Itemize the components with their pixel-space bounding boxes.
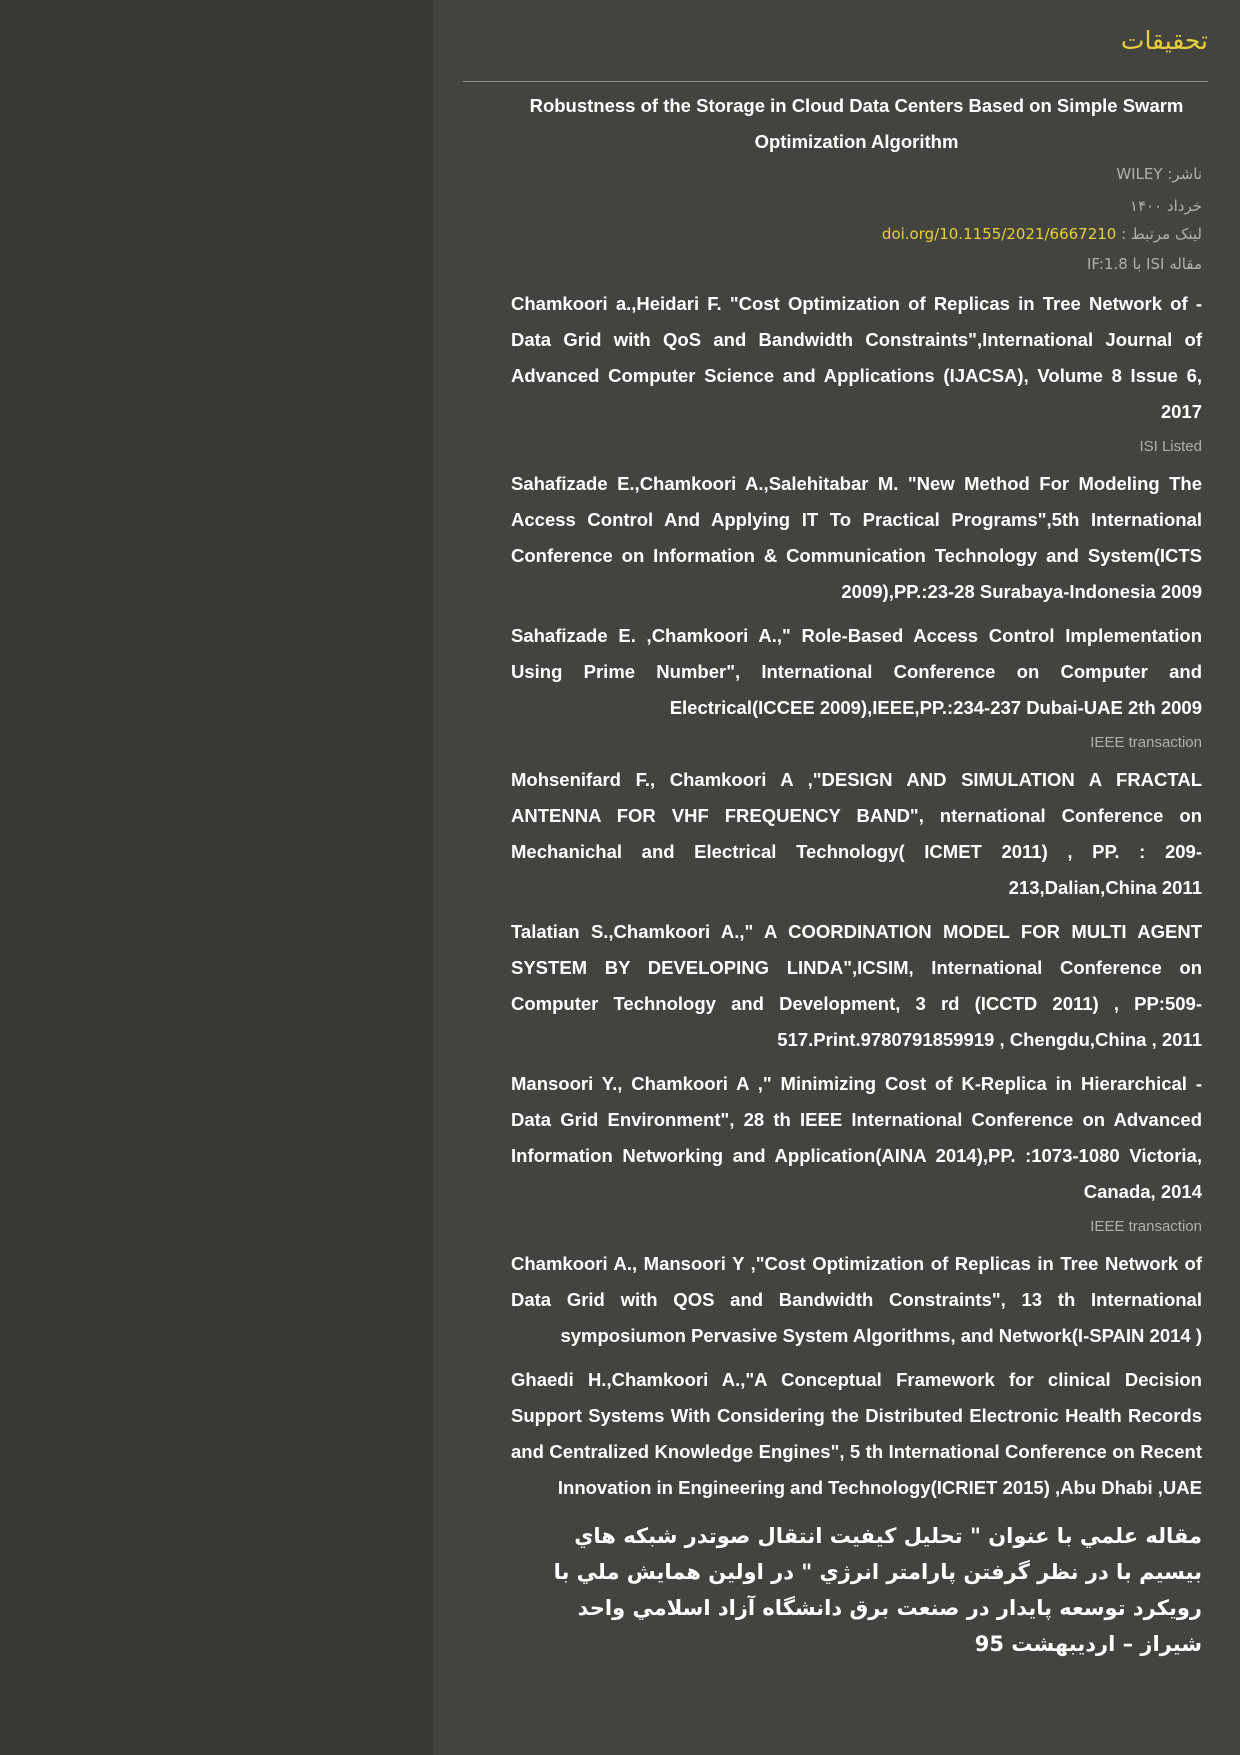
persian-article-entry: مقاله علمي با عنوان " تحليل كيفيت انتقال صوتدر شبكه هاي بيسيم با در نظر گرفتن پارامتر انرژي " در اولين همايش ملي با رويكرد توسعه پايدار در صنعت برق دانشگاه آزاد اسلامي واحد شيراز – ارديبهشت 95 [553, 1524, 1202, 1656]
ieee-transaction-label: IEEE transaction [1090, 734, 1202, 751]
spacer [511, 1354, 1202, 1362]
left-sidebar-panel [0, 0, 433, 1755]
publication-entry: Chamkoori a.,Heidari F. "Cost Optimization of Replicas in Tree Network of - Data Grid with QoS and Bandwidth Constraints",International Journal of Advanced Computer Science and Applications (IJACSA), Volume 8 Issue 6, 2017 [511, 293, 1202, 422]
publication-list [511, 88, 1202, 1662]
ieee-transaction-label: IEEE transaction [1090, 1218, 1202, 1235]
first-article-link-row [511, 220, 1202, 248]
publication-entry: Chamkoori A., Mansoori Y ,"Cost Optimization of Replicas in Tree Network of Data Grid with QOS and Bandwidth Constraints", 13 th International symposiumon Pervasive System Algorithms, and Network(I-SPAIN 2014 ) [511, 1253, 1202, 1346]
section-title: تحقیقات [1120, 26, 1208, 55]
publication-entry: Sahafizade E. ,Chamkoori A.," Role-Based Access Control Implementation Using Prime Number", International Conference on Computer and Electrical(ICCEE 2009),IEEE,PP.:234-237 Dubai-UAE 2th 2009 [511, 625, 1202, 718]
doi-link[interactable]: doi.org/10.1155/2021/6667210 [881, 225, 1117, 243]
first-article-publisher: ناشر: WILEY [1116, 165, 1202, 183]
spacer [511, 906, 1202, 914]
first-article-title: Robustness of the Storage in Cloud Data Centers Based on Simple Swarm Optimization Algorithm [529, 95, 1184, 152]
title-divider [463, 81, 1208, 82]
publication-entry: Sahafizade E.,Chamkoori A.,Salehitabar M. "New Method For Modeling The Access Control And Applying IT To Practical Programs",5th International Conference on Information & Communication Technology and System(ICTS 2009),PP.:23-28 Surabaya-Indonesia 2009 [511, 473, 1202, 602]
publication-entry: Mohsenifard F., Chamkoori A ,"DESIGN AND SIMULATION A FRACTAL ANTENNA FOR VHF FREQUENCY BAND", nternational Conference on Mechanichal and Electrical Technology( ICMET 2011) , PP. : 209-213,Dalian,China 2011 [511, 769, 1202, 898]
spacer [511, 610, 1202, 618]
isi-listed-label: ISI Listed [1139, 438, 1202, 455]
first-article-isi-note: مقاله ISI با IF:1.8 [1086, 255, 1202, 273]
publication-entry: Mansoori Y., Chamkoori A ," Minimizing Cost of K-Replica in Hierarchical - Data Grid Environment", 28 th IEEE International Conference on Advanced Information Networking and Application(AINA 2014),PP. :1073-1080 Victoria, Canada, 2014 [511, 1073, 1202, 1202]
publication-entry: Talatian S.,Chamkoori A.," A COORDINATION MODEL FOR MULTI AGENT SYSTEM BY DEVELOPING LINDA",ICSIM, International Conference on Computer Technology and Development, 3 rd (ICCTD 2011) , PP:509-517.Print.9780791859919 , Chengdu,China , 2011 [511, 921, 1202, 1050]
first-article-date: خرداد ۱۴۰۰ [1129, 197, 1202, 215]
spacer [511, 278, 1202, 286]
spacer [511, 1058, 1202, 1066]
link-label: لینک مرتبط : [1121, 225, 1202, 243]
research-section [463, 0, 1208, 1755]
publication-entry: Ghaedi H.,Chamkoori A.,"A Conceptual Framework for clinical Decision Support Systems With Considering the Distributed Electronic Health Records and Centralized Knowledge Engines", 5 th International Conference on Recent Innovation in Engineering and Technology(ICRIET 2015) ,Abu Dhabi ,UAE [511, 1369, 1202, 1498]
